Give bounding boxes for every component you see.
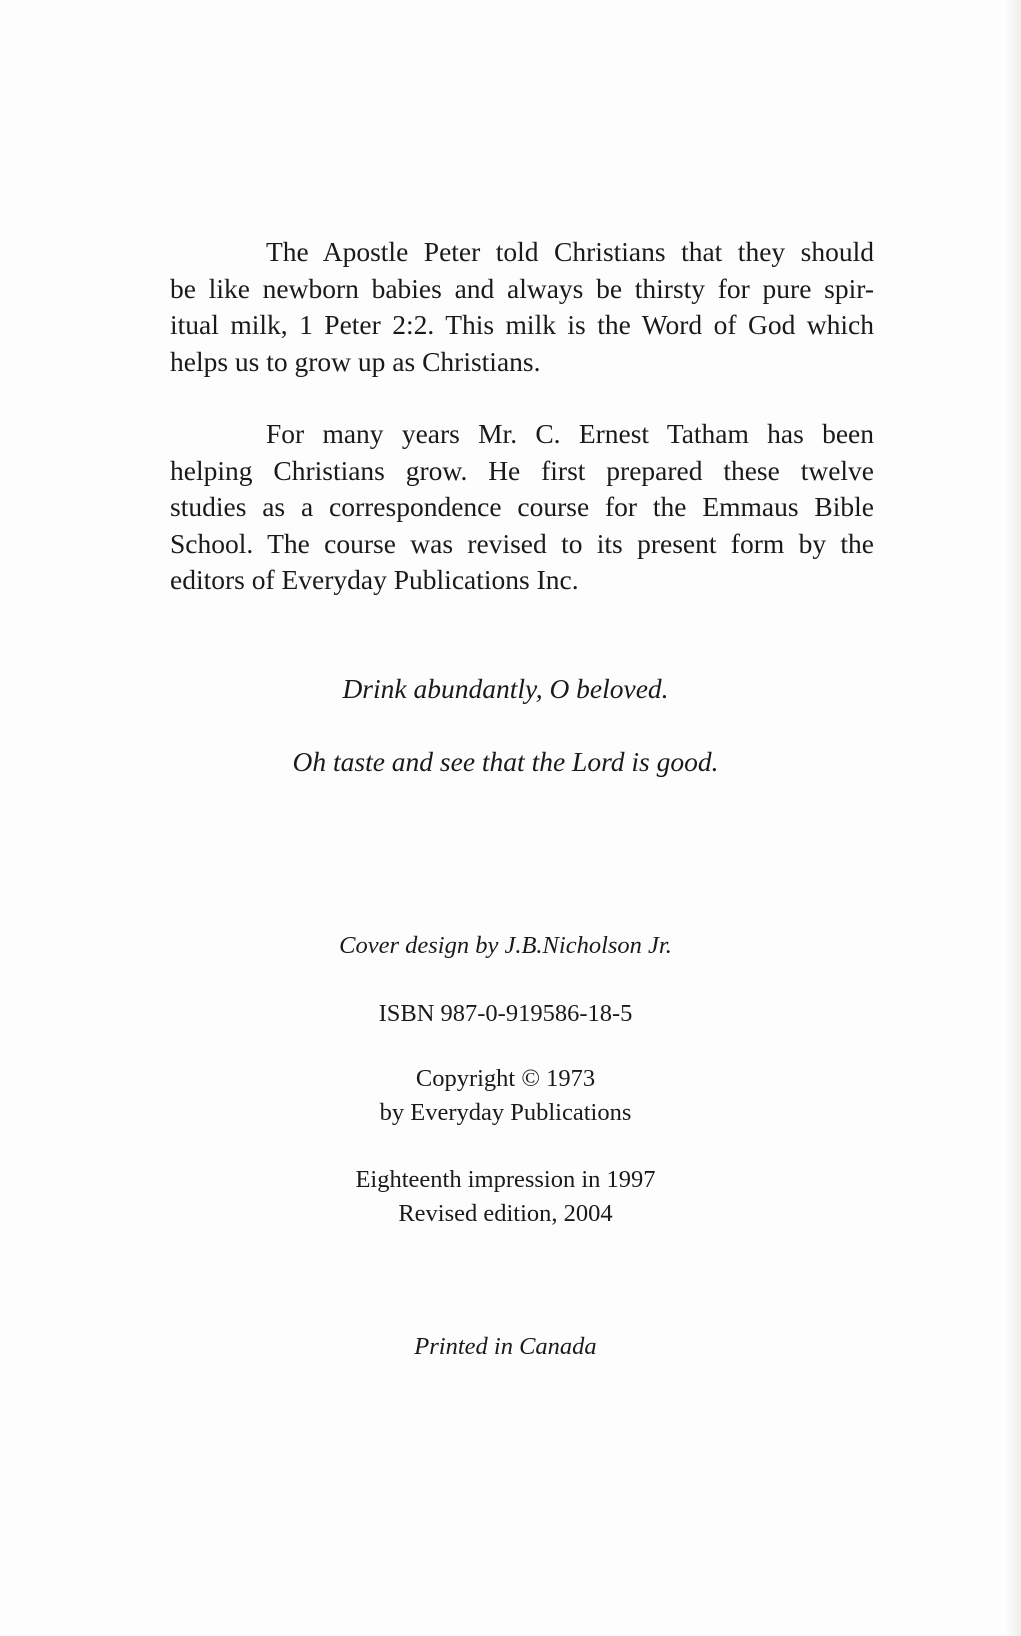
isbn: ISBN 987-0-919586-18-5 [378, 1000, 633, 1027]
scripture-quote-1: Drink abundantly, O beloved. [342, 673, 669, 704]
impression-note: Eighteenth impression in 1997 [355, 1166, 656, 1193]
copyright-notice: Copyright © 1973 [415, 1065, 596, 1092]
cover-design-credit: Cover design by J.B.Nicholson Jr. [339, 932, 672, 959]
paragraph-line: studies as a correspondence course for the Emmaus Bible [170, 491, 874, 522]
paragraph-line: editors of Everyday Publications Inc. [170, 564, 579, 595]
printed-in-note: Printed in Canada [414, 1333, 597, 1360]
edition-note: Revised edition, 2004 [398, 1200, 613, 1227]
paragraph-line: The Apostle Peter told Christians that they should [266, 236, 874, 267]
paragraph-line: helps us to grow up as Christians. [170, 345, 541, 377]
page-edge-shadow [1007, 0, 1021, 1636]
paragraph-line: helping Christians grow. He first prepared these twelve [170, 454, 874, 486]
publisher-name: by Everyday Publications [379, 1099, 632, 1126]
paragraph-line: School. The course was revised to its present form by the [170, 527, 874, 559]
paragraph-line: itual milk, 1 Peter 2:2. This milk is the Word of God which [170, 309, 874, 340]
paragraph-line: be like newborn babies and always be thirsty for pure spir- [170, 272, 874, 304]
paragraph-line: For many years Mr. C. Ernest Tatham has been [266, 418, 874, 449]
intro-paragraph-2 [170, 416, 874, 599]
scripture-quote-2: Oh taste and see that the Lord is good. [292, 746, 719, 777]
intro-paragraph-1 [170, 234, 874, 380]
